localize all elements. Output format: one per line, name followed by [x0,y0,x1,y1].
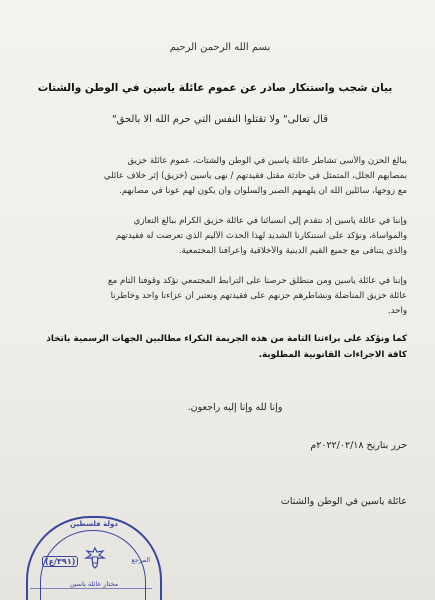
paragraph-4-line-1: كما ونؤكد على براءتنا التامة من هذه الجريمة النكراء مطالبين الجهات الرسمية باتخاذ [46,334,407,344]
paragraph-4-line-2: كافة الاجراءات القانونية المطلوبة. [258,350,407,360]
signature-family-name: عائلة ياسين في الوطن والشتات [280,496,407,507]
stamp-side-text: المرجع [131,556,150,564]
paragraph-3-line-3: واحد. [387,306,407,316]
statement-title: بيان شجب واستنكار صادر عن عموم عائلة ياسين في الوطن والشتات [37,82,393,94]
stamp-number: (٣٩١/ع) [42,556,78,567]
paragraph-1-line-3: مع زوجها، سائلين الله أن يلهمهم الصبر والسلوان وأن يكون لهم عونا في مصابهم. [119,186,407,196]
stamp-bottom-text: مختار عائلة ياسين [69,580,119,588]
paragraph-1-line-1: ببالغ الحزن والأسى تشاطر عائلة ياسين في الوطن والشتات، عموم عائلة خزيق [127,156,407,166]
issue-date: حرر بتاريخ ٢٠٢٢/٠٢/١٨م [310,440,407,451]
paragraph-2-line-3: والذي يتنافى مع جميع القيم الدينية والأخلاقية وأعرافنا المجتمعية. [178,246,407,256]
closing-phrase: وإنا لله وإنا إليه راجعون. [187,402,283,413]
stamp-top-text: دولة فلسطين [70,520,118,528]
paragraph-2-line-1: وإننا في عائلة ياسين إذ نتقدم إلى أنسبائنا في عائلة خزيق الكرام ببالغ التعازي [133,216,407,226]
stamp-baseline [30,588,152,589]
basmala: بسم الله الرحمن الرحيم [169,42,271,53]
eagle-emblem-icon [84,546,106,570]
paragraph-3-line-1: وإننا في عائلة ياسين ومن منطلق حرصنا على الترابط المجتمعي نؤكد وقوفنا التام مع [108,276,407,286]
paragraph-1-line-2: بمصابهم الجلل، المتمثل في حادثة مقتل فقيدتهم / نهى ياسين (خزيق) إثر خلاف عائلي [103,171,407,181]
quran-verse: قال تعالى" ولا تقتلوا النفس التي حرم الله الا بالحق" [112,114,328,125]
paragraph-3-line-2: عائلة خزيق المناضلة ونشاطرهم حزنهم على فقيدتهم ونعتبر أن عزاءنا واحد وخاطرنا [110,291,407,301]
paragraph-2-line-2: والمواساة، ونؤكد على استنكارنا الشديد لهذا الحدث الأليم الذي تعرضت له فقيدتهم [115,231,407,241]
